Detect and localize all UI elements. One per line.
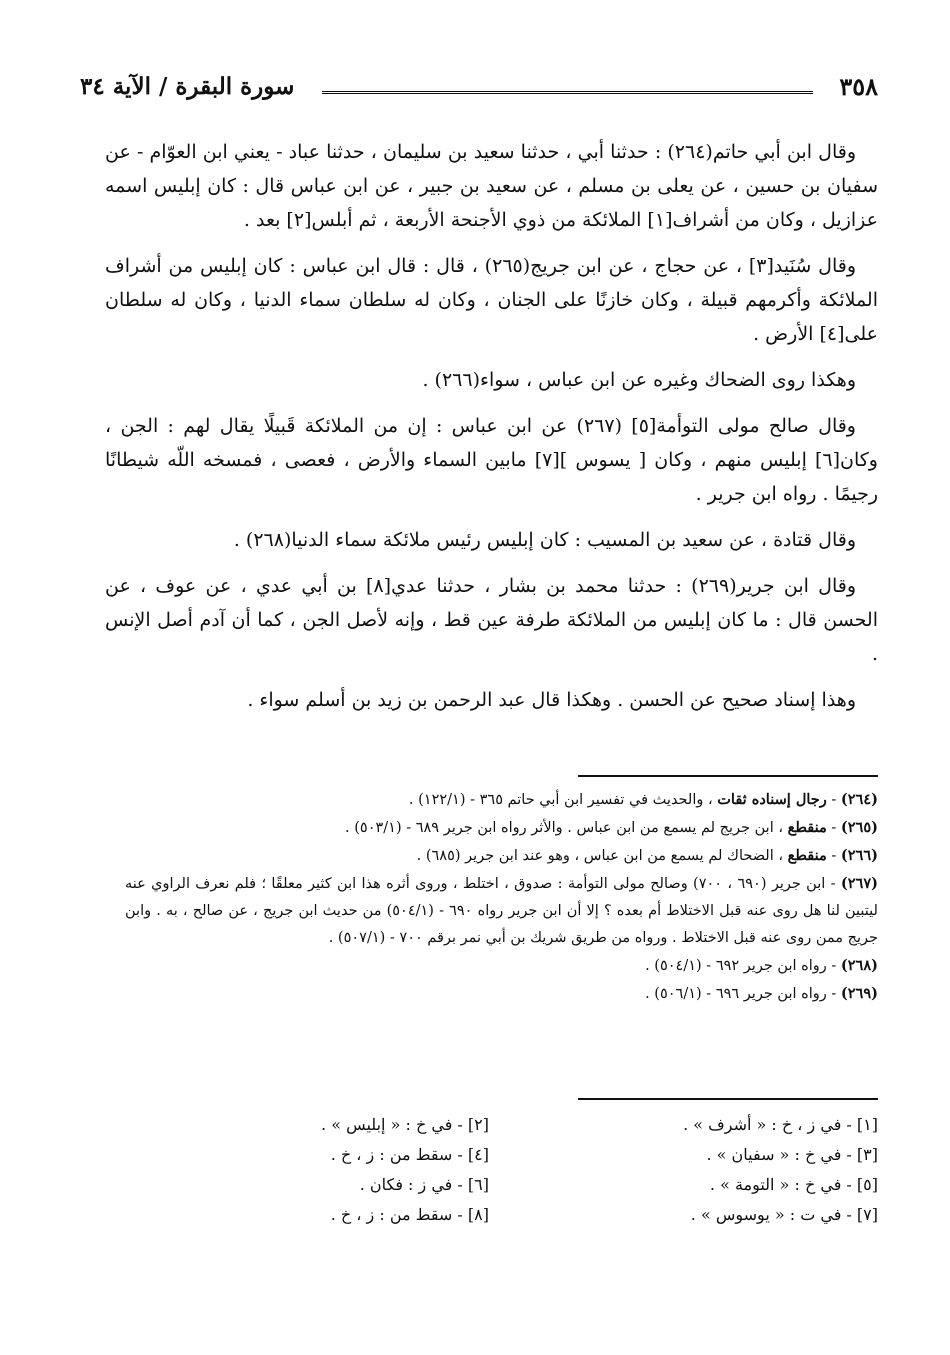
- footnote-text: رواه ابن جرير ٦٩٦ - (٥٠٦/١) .: [645, 986, 832, 1002]
- paragraph: وقال سُنَيد[٣] ، عن حجاج ، عن ابن جريج(٢٦٥) ، قال : قال ابن عباس : كان إبليس من أشراف الملائكة وأكرمهم قبيلة ، وكان خازنًا على الجنان ، وكان له سلطان سماء الدنيا ، وكان له سلطان على[٤] الأرض .: [105, 255, 878, 345]
- header-rule: [322, 91, 813, 94]
- footnote-text: ، الضحاك لم يسمع من ابن عباس ، وهو عند ابن جرير (٦٨٥) .: [416, 848, 788, 864]
- footnote-text: ، والحديث في تفسير ابن أبي حاتم ٣٦٥ - (١٢٢/١) .: [408, 792, 718, 808]
- footnote: (٢٦٨) - رواه ابن جرير ٦٩٢ - (٥٠٤/١) .: [645, 957, 878, 974]
- footnote-number: (٢٦٦): [840, 847, 878, 864]
- running-title: سورة البقرة / الآية ٣٤: [80, 72, 295, 100]
- paragraph: وقال قتادة ، عن سعيد بن المسيب : كان إبليس رئيس ملائكة سماء الدنيا(٢٦٨) .: [233, 529, 856, 551]
- variant-note: [١] - في ز ، خ : « أشرف » .: [683, 1115, 878, 1134]
- variants-separator: [578, 1098, 878, 1100]
- footnote: (٢٦٩) - رواه ابن جرير ٦٩٦ - (٥٠٦/١) .: [645, 985, 878, 1002]
- variant-note: [٢] - في خ : « إبليس » .: [321, 1115, 489, 1134]
- variant-note: [٥] - في خ : « التومة » .: [709, 1175, 878, 1194]
- footnote-number: (٢٦٥): [840, 819, 878, 836]
- footnote-number: (٢٦٩): [840, 985, 878, 1002]
- variant-note: [٣] - في خ : « سفيان » .: [706, 1145, 878, 1164]
- footnote-number: (٢٦٧): [840, 875, 879, 892]
- paragraph: وقال صالح مولى التوأمة[٥] (٢٦٧) عن ابن عباس : إن من الملائكة قَبيلًا يقال لهم : الجن ، وكان[٦] إبليس منهم ، وكان [ يسوس ][٧] مابين السماء والأرض ، فعصى ، فمسخه اللّه شيطانًا رجيمًا . رواه ابن جرير .: [105, 415, 878, 505]
- footnote-number: (٢٦٨): [840, 957, 878, 974]
- footnotes: [125, 786, 878, 1008]
- paragraph: وهذا إسناد صحيح عن الحسن . وهكذا قال عبد الرحمن بن زيد بن أسلم سواء .: [247, 689, 856, 711]
- footnote: (٢٦٥) - منقطع ، ابن جريج لم يسمع من ابن عباس . والأثر رواه ابن جرير ٦٨٩ - (٥٠٣/١) .: [345, 819, 878, 836]
- footnote-number: (٢٦٤): [840, 791, 878, 808]
- footnote: (٢٦٤) - رجال إسناده ثقات ، والحديث في تفسير ابن أبي حاتم ٣٦٥ - (١٢٢/١) .: [408, 791, 878, 808]
- variant-note: [٤] - سقط من : ز ، خ .: [330, 1145, 489, 1164]
- footnote-text: ، ابن جريج لم يسمع من ابن عباس . والأثر رواه ابن جرير ٦٨٩ - (٥٠٣/١) .: [345, 820, 788, 836]
- variant-note: [٨] - سقط من : ز ، خ .: [330, 1205, 489, 1224]
- footnote-grade: منقطع: [787, 847, 827, 864]
- variant-note: [٧] - في ت : « يوسوس » .: [690, 1205, 878, 1224]
- page-header: [80, 66, 878, 106]
- page-number: ٣٥٨: [839, 71, 878, 101]
- main-text: [105, 135, 878, 729]
- paragraph: وقال ابن أبي حاتم(٢٦٤) : حدثنا أبي ، حدثنا سعيد بن سليمان ، حدثنا عباد - يعني ابن العوّام - عن سفيان بن حسين ، عن يعلى بن مسلم ، عن سعيد بن جبير ، عن ابن عباس قال : كان إبليس اسمه عزازيل ، وكان من أشراف[١] الملائكة من ذوي الأجنحة الأربعة ، ثم أبلس[٢] بعد .: [105, 141, 878, 231]
- footnote: (٢٦٧) - ابن جرير (٦٩٠ ، ٧٠٠) وصالح مولى التوأمة : صدوق ، اختلط ، وروى أثره هذا ابن كثير معلقًا ؛ فلم نعرف الراوي عنه ليتبين لنا هل روى عنه قبل الاختلاط أم بعده ؟ إلا أن ابن جرير رواه ٦٩٠ - (٥٠٤/١) من حديث ابن جريج ، عن صالح ، به . وابن جريج ممن روى عنه قبل الاختلاط . ورواه من طريق شريك بن أبي نمر برقم ٧٠٠ - (٥٠٧/١) .: [125, 875, 879, 946]
- footnote-grade: رجال إسناده ثقات: [717, 791, 827, 808]
- footnote-text: رواه ابن جرير ٦٩٢ - (٥٠٤/١) .: [645, 958, 832, 974]
- footnote-separator: [578, 775, 878, 777]
- paragraph: وهكذا روى الضحاك وغيره عن ابن عباس ، سواء(٢٦٦) .: [422, 369, 856, 391]
- paragraph: وقال ابن جرير(٢٦٩) : حدثنا محمد بن بشار ، حدثنا عدي[٨] بن أبي عدي ، عن عوف ، عن الحسن قال : ما كان إبليس من الملائكة طرفة عين قط ، وإنه لأصل الجن ، كما أن آدم أصل الإنس .: [105, 575, 878, 665]
- footnote-text: ابن جرير (٦٩٠ ، ٧٠٠) وصالح مولى التوأمة : صدوق ، اختلط ، وروى أثره هذا ابن كثير معلقًا ؛ فلم نعرف الراوي عنه ليتبين لنا هل روى عنه قبل الاختلاط أم بعده ؟ إلا أن ابن جرير رواه ٦٩٠ - (٥٠٤/١) من حديث ابن جريج ، عن صالح ، به . وابن جريج ممن روى عنه قبل الاختلاط . ورواه من طريق شريك بن أبي نمر برقم ٧٠٠ - (٥٠٧/١) .: [125, 876, 878, 946]
- manuscript-variants: [120, 1110, 878, 1230]
- footnote: (٢٦٦) - منقطع ، الضحاك لم يسمع من ابن عباس ، وهو عند ابن جرير (٦٨٥) .: [416, 847, 878, 864]
- variant-note: [٦] - في ز : فكان .: [359, 1175, 489, 1194]
- footnote-grade: منقطع: [787, 819, 827, 836]
